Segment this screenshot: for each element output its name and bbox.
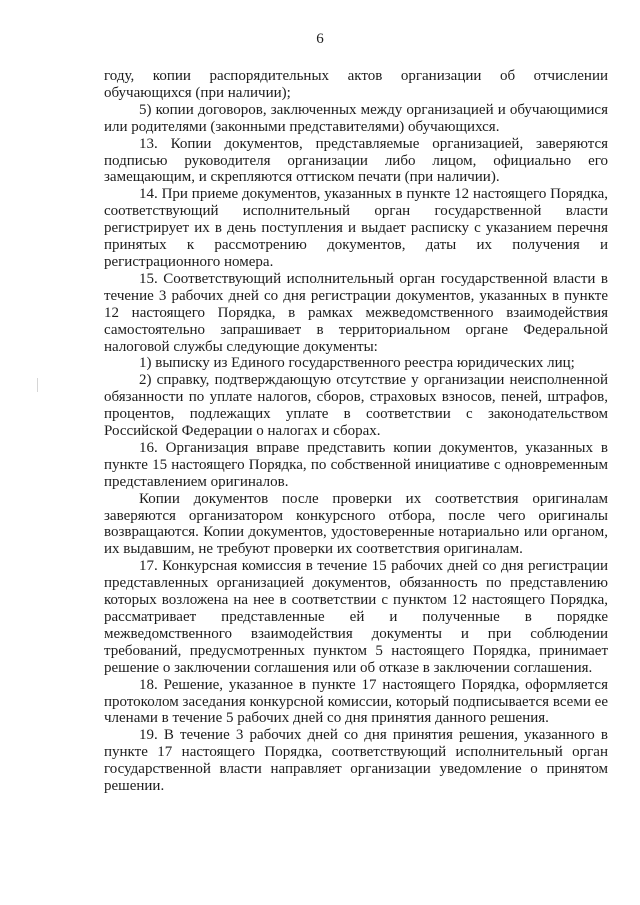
scan-artifact — [37, 378, 38, 392]
paragraph-15-item-1: 1) выписку из Единого государственного реестра юридических лиц; — [139, 355, 575, 372]
paragraph-15: 15. Соответствующий исполнительный орган государственной власти в течение 3 рабочих дней со дня регистрации документов, указанных в пункте 12 настоящего Порядка, в рамках межведомственного взаимодействия самостоятельно запрашивает в территориальном органе Федеральной налоговой службы следующие документы: — [104, 270, 608, 355]
paragraph-19: 19. В течение 3 рабочих дней со дня принятия решения, указанного в пункте 17 настоящего Порядка, соответствующий исполнительный орган государственной власти направляет организации уведомление о принятом решении. — [104, 727, 608, 795]
paragraph-16: 16. Организация вправе представить копии документов, указанных в пункте 15 настоящего Порядка, по собственной инициативе с одновременным представлением оригиналов. — [104, 439, 608, 490]
document-body — [104, 68, 608, 795]
paragraph-18: 18. Решение, указанное в пункте 17 настоящего Порядка, оформляется протоколом заседания конкурсной комиссии, который подписывается всеми ее членами в течение 5 рабочих дней со дня принятия данного решения. — [104, 676, 608, 727]
paragraph-16-continuation: Копии документов после проверки их соответствия оригиналам заверяются организатором конкурсного отбора, после чего оригиналы возвращаются. Копии документов, удостоверенные нотариально или органом, их выдавшим, не требуют проверки их соответствия оригиналам. — [104, 490, 608, 558]
paragraph-17: 17. Конкурсная комиссия в течение 15 рабочих дней со дня регистрации представленных организацией документов, обязанность по представлению которых возложена на нее в соответствии с пунктом 12 настоящего Порядка, рассматривает представленные ей и полученные в порядке межведомственного взаимодействия документы и при соблюдении требований, предусмотренных пунктом 5 настоящего Порядка, принимает решение о заключении соглашения или об отказе в заключении соглашения. — [104, 558, 608, 676]
paragraph-continuation: году, копии распорядительных актов организации об отчислении обучающихся (при наличии); — [104, 68, 608, 101]
paragraph-item-5: 5) копии договоров, заключенных между организацией и обучающимися или родителями (законными представителями) обучающихся. — [104, 101, 608, 135]
paragraph-14: 14. При приеме документов, указанных в пункте 12 настоящего Порядка, соответствующий исполнительный орган государственной власти регистрирует их в день поступления и выдает расписку с указанием перечня принятых к рассмотрению документов, даты их получения и регистрационного номера. — [104, 186, 608, 270]
paragraph-13: 13. Копии документов, представляемые организацией, заверяются подписью руководителя организации либо лицом, официально его замещающим, и скрепляются оттиском печати (при наличии). — [104, 135, 608, 186]
page-number: 6 — [316, 31, 324, 47]
paragraph-15-item-2: 2) справку, подтверждающую отсутствие у организации неисполненной обязанности по уплате налогов, сборов, страховых взносов, пеней, штрафов, процентов, подлежащих уплате в соответствии с законодательством Российской Федерации о налогах и сборах. — [104, 372, 608, 440]
